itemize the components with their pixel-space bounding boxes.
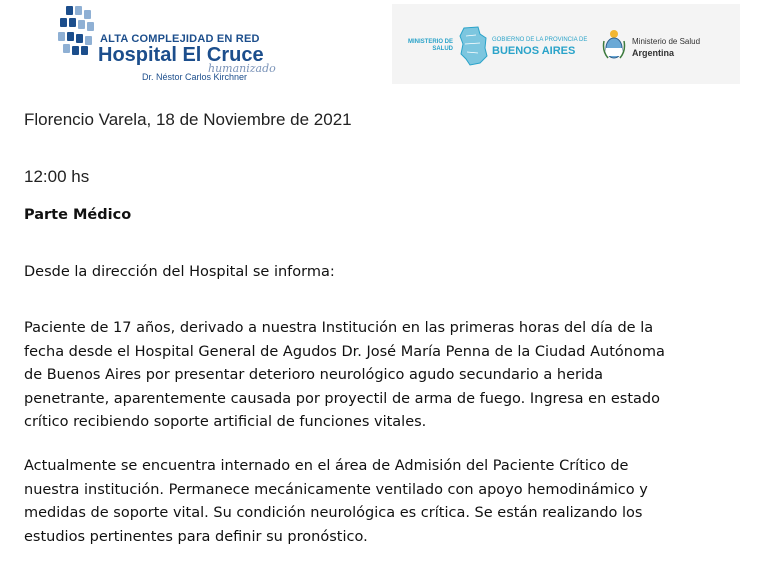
place-date: Florencio Varela, 18 de Noviembre de 2021 — [24, 110, 352, 129]
hospital-script-word: humanizado — [208, 62, 276, 75]
ministerio-salud-pba-label: MINISTERIO DE SALUD — [408, 39, 454, 52]
government-logos-band — [392, 4, 740, 84]
letterhead — [0, 0, 768, 92]
hospital-tagline: ALTA COMPLEJIDAD EN RED — [100, 33, 260, 45]
buenos-aires-province-map-icon — [458, 26, 488, 66]
hospital-grid-icon — [58, 4, 98, 54]
paragraph-line: Actualmente se encuentra internado en el área de Admisión del Paciente Crítico de — [24, 458, 629, 474]
ministerio-salud-nacion-label: Ministerio de Salud — [632, 37, 701, 46]
paragraph-line: Paciente de 17 años, derivado a nuestra Institución en las primeras horas del día de la — [24, 320, 654, 336]
argentina-label: Argentina — [632, 48, 675, 58]
gobierno-provincia-label: GOBIERNO DE LA PROVINCIA DE — [492, 37, 588, 43]
paragraph-line: fecha desde el Hospital General de Agudos Dr. José María Penna de la Ciudad Autónoma — [24, 343, 665, 360]
paragraph-line: de Buenos Aires por presentar deterioro neurológico agudo secundario a herida — [24, 367, 604, 383]
report-time: 12:00 hs — [24, 167, 90, 186]
hospital-name: Hospital El Cruce — [98, 44, 264, 66]
paragraph-line: medidas de soporte vital. Su condición neurológica es crítica. Se están realizando los — [24, 505, 643, 521]
paragraph-line: penetrante, aparentemente causada por proyectil de arma de fuego. Ingresa en estado — [24, 390, 661, 407]
paragraph-line: crítico recibiendo soporte artificial de funciones vitales. — [24, 414, 427, 430]
hospital-el-cruce-logo — [58, 4, 278, 86]
paragraph-admission — [24, 317, 744, 435]
paragraph-current-status — [24, 455, 744, 549]
report-intro: Desde la dirección del Hospital se informa: — [24, 264, 335, 280]
argentina-coat-of-arms-icon — [602, 29, 626, 61]
report-heading: Parte Médico — [24, 207, 132, 223]
paragraph-line: estudios pertinentes para definir su pronóstico. — [24, 528, 368, 545]
buenos-aires-label: BUENOS AIRES — [492, 45, 576, 57]
paragraph-line: nuestra institución. Permanece mecánicamente ventilado con apoyo hemodinámico y — [24, 481, 648, 498]
hospital-subtitle: Dr. Néstor Carlos Kirchner — [142, 72, 248, 82]
